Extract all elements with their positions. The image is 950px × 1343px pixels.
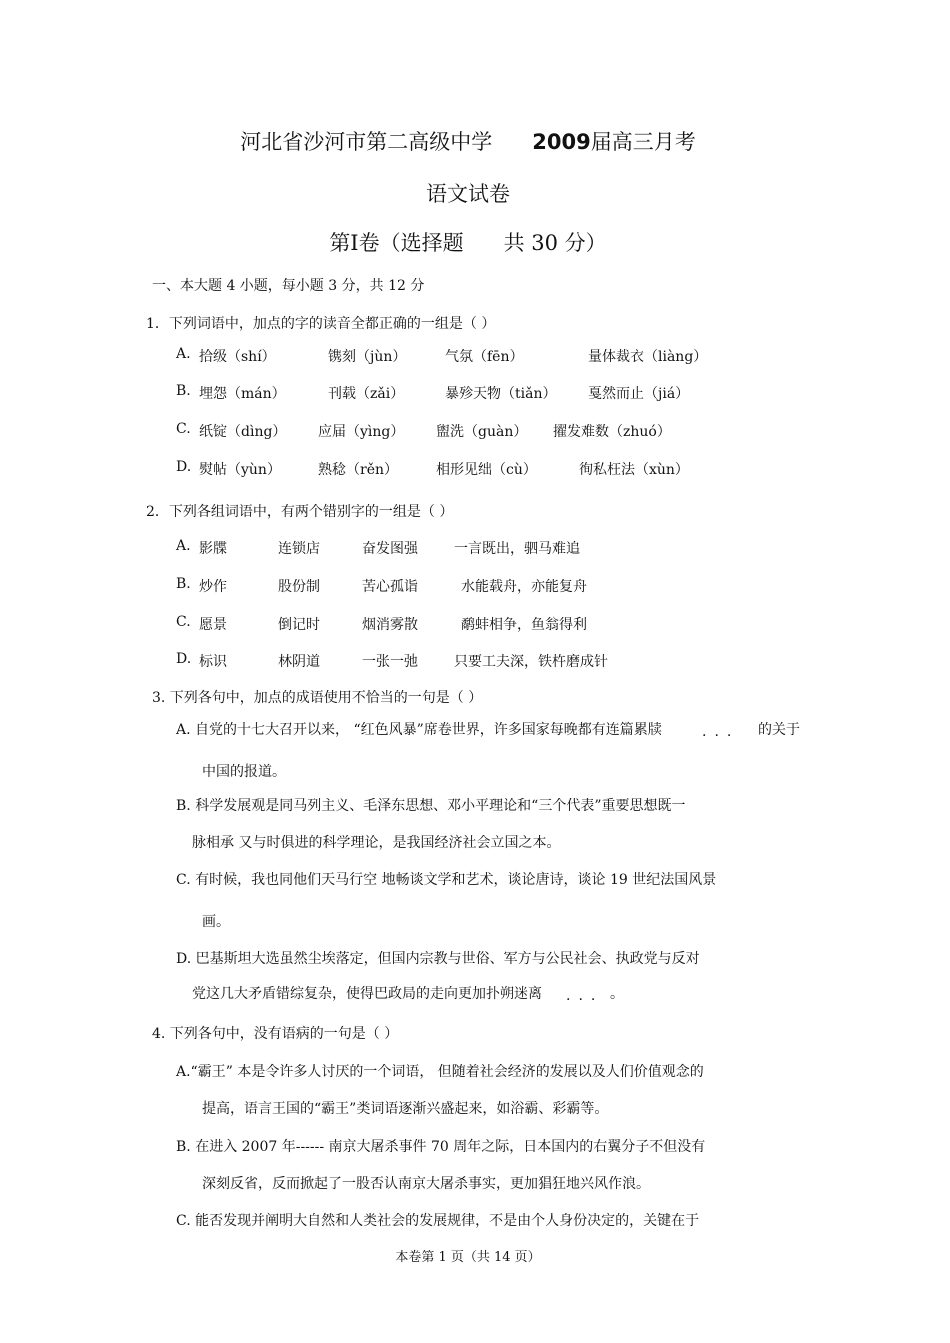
q1-word: 盥洗（guàn） (436, 424, 528, 440)
q2-word: 只要工夫深，铁杵磨成针 (454, 654, 608, 670)
q3-option-c: C. 有时候，我也同他们天马行空 地畅谈文学和艺术，谈论唐诗，谈论 19 世纪法国风景 (176, 872, 717, 888)
q4-option-b: B. 在进入 2007 年------ 南京大屠杀事件 70 周年之际，日本国内的右翼分子不但没有 (176, 1139, 706, 1155)
q2-word: 倒记时 (278, 617, 320, 633)
q3-option-d-cont: 党这几大矛盾错综复杂，使得巴政局的走向更加扑朔迷离 (192, 986, 542, 1002)
q1-option-label: B. (176, 383, 191, 399)
q3-option-d-tail: 。 (610, 986, 624, 1002)
q2-word: 奋发图强 (362, 541, 418, 557)
exam-title (0, 126, 936, 156)
q1-word: 镌刻（jùn） (328, 349, 407, 365)
q2-word: 连锁店 (278, 541, 320, 557)
q4-option-b-cont: 深刻反省，反而掀起了一股否认南京大屠杀事实，更加猖狂地兴风作浪。 (202, 1176, 650, 1192)
q2-word: 影牒 (199, 541, 227, 557)
q2-option-label: C. (176, 614, 191, 630)
q3-option-a-tail: 的关于 (758, 722, 800, 738)
q2-option-label: D. (176, 651, 192, 667)
q1-option-label: C. (176, 421, 191, 437)
q4-stem: 4. 下列各句中，没有语病的一句是（ ） (152, 1026, 399, 1042)
q2-word: 烟消雾散 (362, 617, 418, 633)
q2-word: 一言既出，驷马难追 (454, 541, 580, 557)
q3-emphasis-dots: ... (702, 724, 740, 740)
q1-word: 戛然而止（jiá） (588, 386, 690, 402)
q1-option-label: A. (176, 346, 191, 362)
q3-option-a-cont: 中国的报道。 (202, 764, 286, 780)
q2-word: 林阴道 (278, 654, 320, 670)
q1-word: 埋怨（mán） (199, 386, 286, 402)
q1-word: 徇私枉法（xùn） (579, 462, 689, 478)
q1-word: 熟稔（rěn） (318, 462, 398, 478)
q2-word: 苦心孤诣 (362, 579, 418, 595)
q2-option-label: A. (176, 538, 191, 554)
q1-word: 气氛（fēn） (445, 349, 524, 365)
q2-word: 标识 (199, 654, 227, 670)
q1-stem: 1．下列词语中，加点的字的读音全都正确的一组是（ ） (146, 316, 496, 332)
q3-emphasis-dots: ... (566, 988, 604, 1004)
q4-option-a: A.“霸王” 本是令许多人讨厌的一个词语， 但随着社会经济的发展以及人们价值观念的 (176, 1064, 704, 1080)
page-footer: 本卷第 1 页（共 14 页） (395, 1250, 541, 1265)
subject-title: 语文试卷 (426, 182, 510, 206)
q2-word: 鹬蚌相争，鱼翁得利 (461, 617, 587, 633)
q3-option-d: D. 巴基斯坦大选虽然尘埃落定，但国内宗教与世俗、军方与公民社会、执政党与反对 (176, 951, 700, 967)
exam-year: 2009 (532, 130, 591, 154)
q1-word: 拾级（shí） (199, 349, 276, 365)
q1-word: 纸锭（dìng） (199, 424, 287, 440)
volume-score: 共 30 分） (503, 231, 607, 255)
q4-option-c: C. 能否发现并阐明大自然和人类社会的发展规律，不是由个人身份决定的，关键在于 (176, 1213, 700, 1229)
q2-option-label: B. (176, 576, 191, 592)
q3-option-b-cont: 脉相承 又与时俱进的科学理论，是我国经济社会立国之本。 (192, 835, 561, 851)
volume-label: 第Ⅰ卷（选择题 (329, 231, 464, 255)
q3-option-a: A. 自党的十七大召开以来， “红色风暴”席卷世界，许多国家每晚都有连篇累牍 (176, 722, 662, 738)
q1-word: 应届（yìng） (318, 424, 405, 440)
q2-stem: 2．下列各组词语中，有两个错别字的一组是（ ） (146, 504, 454, 520)
q2-word: 愿景 (199, 617, 227, 633)
q1-word: 暴殄天物（tiǎn） (445, 386, 557, 402)
q1-word: 相形见绌（cù） (436, 462, 537, 478)
q2-word: 炒作 (199, 579, 227, 595)
q1-word: 熨帖（yùn） (199, 462, 281, 478)
volume-title (0, 227, 936, 257)
q1-word: 擢发难数（zhuó） (553, 424, 671, 440)
q1-word: 刊载（zǎi） (328, 386, 405, 402)
q4-option-a-cont: 提高，语言王国的“霸王”类词语逐渐兴盛起来，如浴霸、彩霸等。 (202, 1101, 609, 1117)
q1-option-label: D. (176, 459, 192, 475)
q3-option-b: B. 科学发展观是同马列主义、毛泽东思想、邓小平理论和“三个代表”重要思想既一 (176, 798, 686, 814)
school-name: 河北省沙河市第二高级中学 (240, 130, 493, 154)
q1-word: 量体裁衣（liàng） (588, 349, 708, 365)
q3-stem: 3. 下列各句中，加点的成语使用不恰当的一句是（ ） (152, 690, 483, 706)
q3-option-c-cont: 画。 (202, 914, 230, 930)
q2-word: 股份制 (278, 579, 320, 595)
q2-word: 一张一弛 (362, 654, 418, 670)
q2-word: 水能载舟，亦能复舟 (461, 579, 587, 595)
exam-name: 届高三月考 (590, 130, 696, 154)
section-heading: 一、本大题 4 小题，每小题 3 分，共 12 分 (152, 278, 425, 294)
